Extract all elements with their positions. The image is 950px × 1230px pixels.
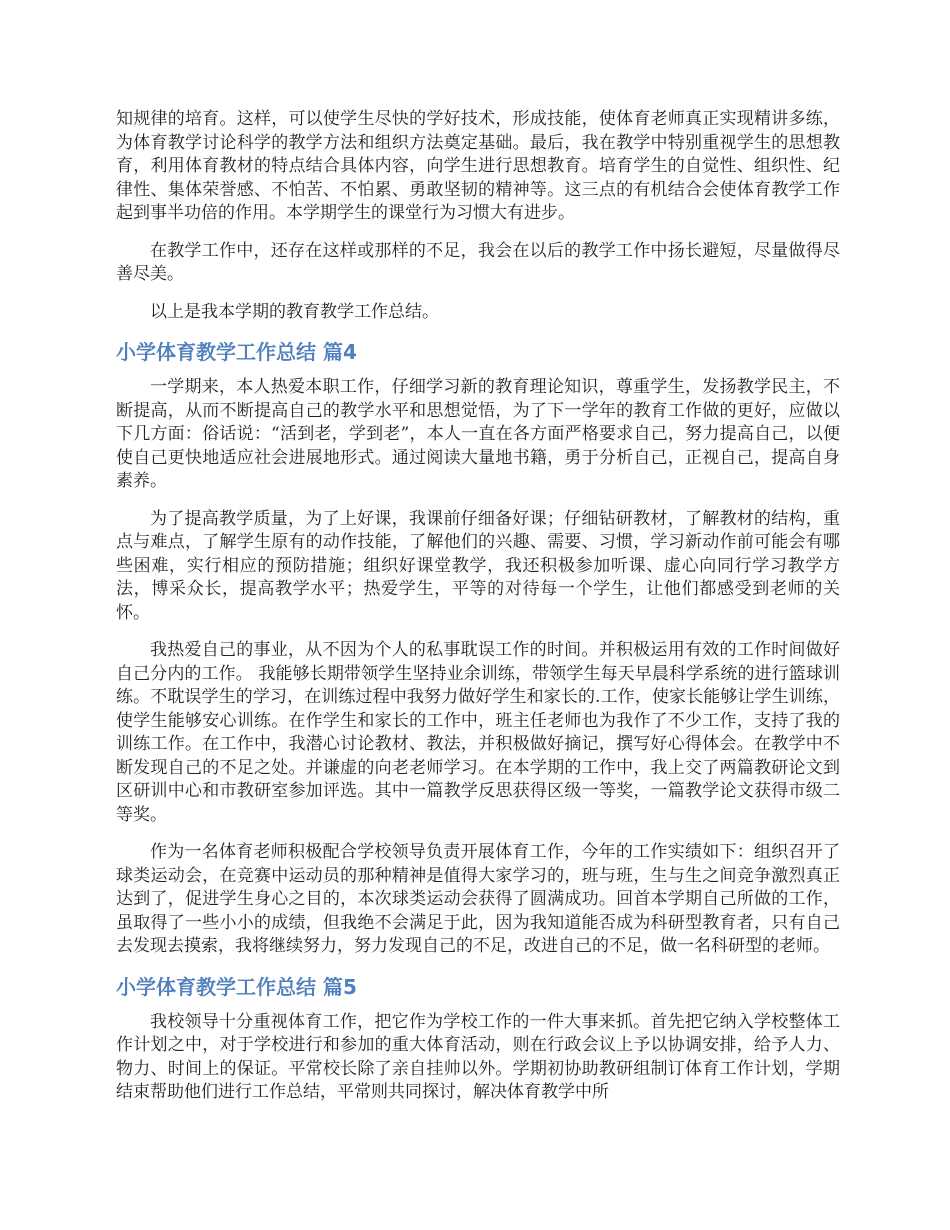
section-heading-4: 小学体育教学工作总结 篇4	[116, 340, 357, 364]
paragraph: 知规律的培育。这样，可以使学生尽快的学好技术，形成技能，使体育老师真正实现精讲多练，为体育教学讨论科学的教学方法和组织方法奠定基础。最后，我在教学中特别重视学生的思想教育，利用体育教材的特点结合具体内容，向学生进行思想教育。培育学生的自觉性、组织性、纪律性、集体荣誉感、不怕苦、不怕累、勇敢坚韧的精神等。这三点的有机结合会使体育教学工作起到事半功倍的作用。本学期学生的课堂行为习惯大有进步。	[116, 109, 840, 223]
paragraph: 以上是我本学期的教育教学工作总结。	[150, 301, 439, 322]
document-page	[116, 108, 840, 1119]
paragraph: 一学期来，本人热爱本职工作，仔细学习新的教育理论知识，尊重学生，发扬教学民主，不断提高，从而不断提高自己的教学水平和思想觉悟，为了下一学年的教育工作做的更好，应做以下几方面：俗话说：“活到老，学到老”，本人一直在各方面严格要求自己，努力提高自己，以便使自己更快地适应社会进展地形式。通过阅读大量地书籍，勇于分析自己，正视自己，提高自身素养。	[116, 377, 840, 491]
section-heading-5: 小学体育教学工作总结 篇5	[116, 974, 357, 999]
paragraph: 我热爱自己的事业，从不因为个人的私事耽误工作的时间。并积极运用有效的工作时间做好自己分内的工作。 我能够长期带领学生坚持业余训练，带领学生每天早晨科学系统的进行篮球训练。不耽误学生的学习，在训练过程中我努力做好学生和家长的.工作，使家长能够让学生训练，使学生能够安心训练。在作学生和家长的工作中，班主任老师也为我作了不少工作，支持了我的训练工作。在工作中，我潜心讨论教材、教法，并积极做好摘记，撰写好心得体会。在教学中不断发现自己的不足之处。并谦虚的向老老师学习。在本学期的工作中，我上交了两篇教研论文到区研训中心和市教研室参加评选。其中一篇教学反思获得区级一等奖，一篇教学论文获得市级二等奖。	[116, 640, 840, 825]
paragraph: 作为一名体育老师积极配合学校领导负责开展体育工作，今年的工作实绩如下：组织召开了球类运动会，在竞赛中运动员的那种精神是值得大家学习的，班与班，生与生之间竞争激烈真正达到了，促进学生身心之目的，本次球类运动会获得了圆满成功。回首本学期自己所做的工作，虽取得了一些小小的成绩，但我绝不会满足于此，因为我知道能否成为科研型教育者，只有自己去发现去摸索，我将继续努力，努力发现自己的不足，改进自己的不足，做一名科研型的老师。	[116, 842, 840, 956]
paragraph: 为了提高教学质量，为了上好课，我课前仔细备好课；仔细钻研教材，了解教材的结构，重点与难点，了解学生原有的动作技能，了解他们的兴趣、需要、习惯，学习新动作前可能会有哪些困难，实行相应的预防措施；组织好课堂教学，我还积极参加听课、虚心向同行学习教学方法，博采众长，提高教学水平；热爱学生，平等的对待每一个学生，让他们都感受到老师的关怀。	[116, 508, 840, 623]
paragraph: 我校领导十分重视体育工作，把它作为学校工作的一件大事来抓。首先把它纳入学校整体工作计划之中，对于学校进行和参加的重大体育活动，则在行政会议上予以协调安排，给予人力、物力、时间上的保证。平常校长除了亲自挂帅以外。学期初协助教研组制订体育工作计划，学期结束帮助他们进行工作总结，平常则共同探讨，解决体育教学中所	[116, 1011, 840, 1102]
paragraph: 在教学工作中，还存在这样或那样的不足，我会在以后的教学工作中扬长避短，尽量做得尽善尽美。	[116, 240, 840, 284]
